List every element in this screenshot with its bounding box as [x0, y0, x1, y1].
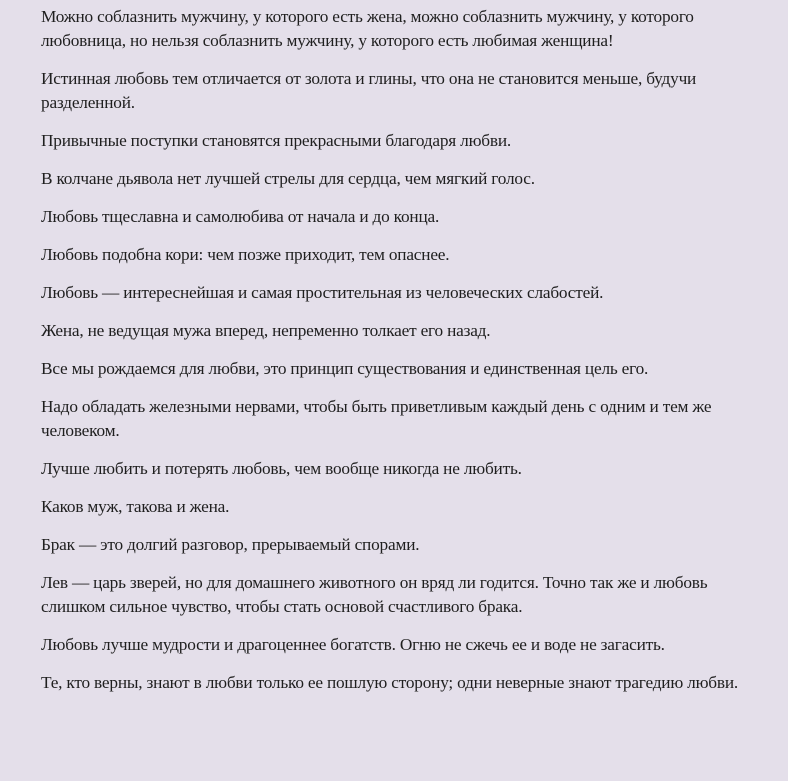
quote-paragraph: Любовь — интереснейшая и самая простительная из человеческих слабостей.: [41, 283, 604, 302]
quote-paragraph: Лучше любить и потерять любовь, чем вообще никогда не любить.: [41, 459, 522, 478]
quote-paragraph: Брак — это долгий разговор, прерываемый спорами.: [41, 535, 420, 554]
quote-paragraph: Надо обладать железными нервами, чтобы быть приветливым каждый день с одним и тем же человеком.: [41, 397, 712, 440]
quote-paragraph: Жена, не ведущая мужа вперед, непременно толкает его назад.: [41, 321, 491, 340]
quote-paragraph: Лев — царь зверей, но для домашнего животного он вряд ли годится. Точно так же и любовь слишком сильное чувство, чтобы стать основой счастливого брака.: [41, 573, 708, 616]
quote-paragraph: Те, кто верны, знают в любви только ее пошлую сторону; одни неверные знают трагедию любви.: [41, 673, 739, 692]
quote-paragraph: Любовь лучше мудрости и драгоценнее богатств. Огню не сжечь ее и воде не загасить.: [41, 635, 665, 654]
quote-paragraph: Истинная любовь тем отличается от золота и глины, что она не становится меньше, будучи разделенной.: [41, 69, 697, 112]
quote-paragraph: Любовь тщеславна и самолюбива от начала и до конца.: [41, 207, 440, 226]
quote-paragraph: Любовь подобна кори: чем позже приходит, тем опаснее.: [41, 245, 450, 264]
quote-paragraph: Каков муж, такова и жена.: [41, 497, 230, 516]
quotes-list: [41, 5, 741, 709]
quote-paragraph: Привычные поступки становятся прекрасными благодаря любви.: [41, 131, 512, 150]
quote-paragraph: В колчане дьявола нет лучшей стрелы для сердца, чем мягкий голос.: [41, 169, 535, 188]
quote-paragraph: Все мы рождаемся для любви, это принцип существования и единственная цель его.: [41, 359, 649, 378]
quote-paragraph: Можно соблазнить мужчину, у которого есть жена, можно соблазнить мужчину, у которого любовница, но нельзя соблазнить мужчину, у которого есть любимая женщина!: [41, 7, 694, 50]
